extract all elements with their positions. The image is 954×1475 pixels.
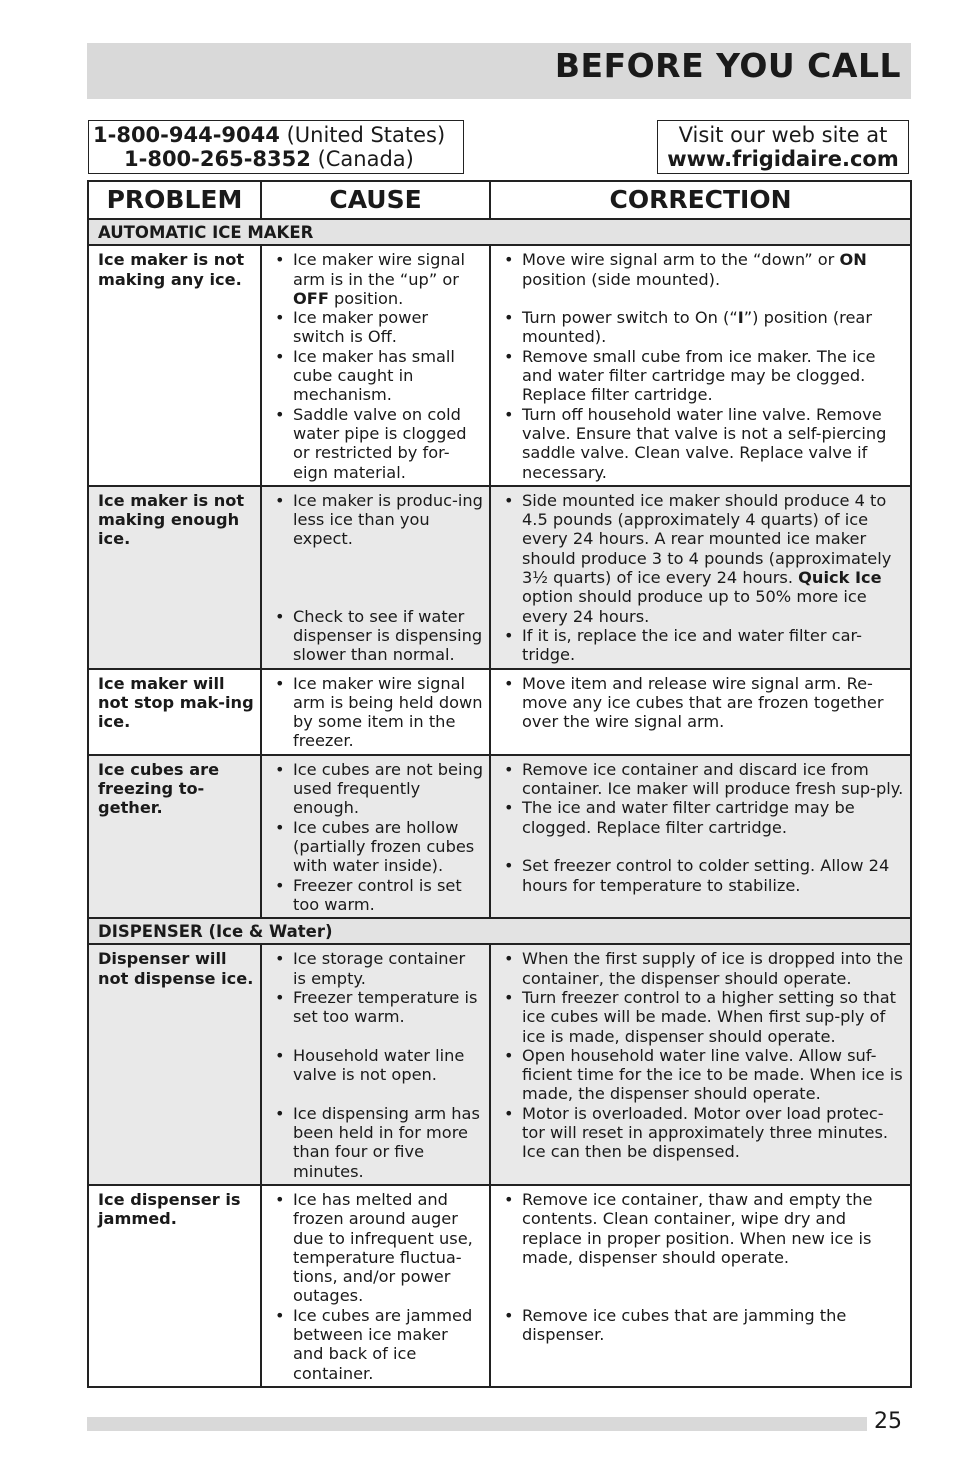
section-automatic-ice-maker: AUTOMATIC ICE MAKER xyxy=(88,219,911,245)
quick-ice-label: Quick Ice xyxy=(798,568,882,588)
correction-item: • Turn freezer control to a higher setting so that ice cubes will be made. When first sup-ply of ice is made, dispenser should operate. xyxy=(500,988,904,1046)
table-row xyxy=(88,245,911,486)
us-phone-number: 1-800-944-9044 xyxy=(93,123,280,147)
cause-item: • Ice storage container is empty. xyxy=(271,949,483,988)
correction-item: • The ice and water filter cartridge may be clogged. Replace filter cartridge. xyxy=(500,798,904,837)
problem-cell: Ice cubes are freezing to-gether. xyxy=(88,755,261,918)
troubleshooting-table xyxy=(87,180,912,1388)
header-problem: PROBLEM xyxy=(88,181,261,219)
cause-item: • Freezer control is set too warm. xyxy=(271,876,483,915)
table-header-row xyxy=(88,181,911,219)
correction-item: • Motor is overloaded. Motor over load protec-tor will reset in approximately three minutes. Ice can then be dispensed. xyxy=(500,1104,904,1162)
cause-cell xyxy=(261,1185,490,1387)
correction-item: • Remove ice container, thaw and empty the contents. Clean container, wipe dry and replace in proper position. When new ice is made, dispenser should operate. xyxy=(500,1190,904,1267)
correction-item: • Remove small cube from ice maker. The ice and water filter cartridge may be clogged. Replace filter cartridge. xyxy=(500,347,904,405)
website-box xyxy=(657,120,909,174)
correction-cell xyxy=(490,486,911,669)
correction-cell xyxy=(490,1185,911,1387)
problem-cell: Ice maker will not stop mak-ing ice. xyxy=(88,669,261,755)
table-row xyxy=(88,755,911,918)
website-intro: Visit our web site at xyxy=(678,123,888,147)
canada-phone-label: (Canada) xyxy=(317,147,414,171)
header-correction: CORRECTION xyxy=(490,181,911,219)
correction-item: • If it is, replace the ice and water filter car-tridge. xyxy=(500,626,904,665)
header-band xyxy=(87,43,911,99)
problem-cell: Ice maker is not making enough ice. xyxy=(88,486,261,669)
correction-cell xyxy=(490,245,911,486)
table-row xyxy=(88,486,911,669)
correction-item: • When the first supply of ice is dropped into the container, the dispenser should operate. xyxy=(500,949,904,988)
correction-item: • Turn off household water line valve. Remove valve. Ensure that valve is not a self-piercing saddle valve. Clean valve. Replace valve if necessary. xyxy=(500,405,904,482)
correction-item: • Move item and release wire signal arm. Re-move any ice cubes that are frozen together over the wire signal arm. xyxy=(500,674,904,732)
problem-cell: Ice dispenser is jammed. xyxy=(88,1185,261,1387)
canada-phone-number: 1-800-265-8352 xyxy=(124,147,311,171)
cause-item: • Freezer temperature is set too warm. xyxy=(271,988,483,1027)
cause-item: • Household water line valve is not open. xyxy=(271,1046,483,1085)
phone-contact-box xyxy=(88,120,464,174)
cause-item: • Ice maker has small cube caught in mechanism. xyxy=(271,347,483,405)
section-dispenser: DISPENSER (Ice & Water) xyxy=(88,918,911,944)
cause-cell xyxy=(261,245,490,486)
correction-item: • Move wire signal arm to the “down” or ON position (side mounted). xyxy=(500,250,904,289)
correction-cell xyxy=(490,944,911,1185)
us-phone-label: (United States) xyxy=(286,123,446,147)
cause-item: • Check to see if water dispenser is dispensing slower than normal. xyxy=(271,607,483,665)
table-row xyxy=(88,944,911,1185)
page-number: 25 xyxy=(874,1409,902,1434)
correction-item: • Remove ice cubes that are jamming the dispenser. xyxy=(500,1306,904,1345)
cause-item: • Ice cubes are not being used frequently enough. xyxy=(271,760,483,818)
cause-cell xyxy=(261,755,490,918)
table-row xyxy=(88,1185,911,1387)
cause-cell xyxy=(261,669,490,755)
table-row xyxy=(88,669,911,755)
cause-item: • Ice maker wire signal arm is being held down by some item in the freezer. xyxy=(271,674,483,751)
cause-item: • Ice cubes are hollow (partially frozen cubes with water inside). xyxy=(271,818,483,876)
website-url: www.frigidaire.com xyxy=(667,147,899,171)
correction-cell xyxy=(490,669,911,755)
page-title: BEFORE YOU CALL xyxy=(554,46,901,85)
header-cause: CAUSE xyxy=(261,181,490,219)
cause-cell xyxy=(261,944,490,1185)
footer-band xyxy=(87,1417,867,1431)
correction-item: • Turn power switch to On (“I”) position (rear mounted). xyxy=(500,308,904,347)
correction-item: • Set freezer control to colder setting. Allow 24 hours for temperature to stabilize. xyxy=(500,856,904,895)
cause-item: • Ice has melted and frozen around auger due to infrequent use, temperature fluctua-tions, and/or power outages. xyxy=(271,1190,483,1306)
cause-item: • Ice maker wire signal arm is in the “up” or OFF position. xyxy=(271,250,483,308)
cause-cell xyxy=(261,486,490,669)
cause-item: • Saddle valve on cold water pipe is clogged or restricted by for-eign material. xyxy=(271,405,483,482)
correction-item: • Remove ice container and discard ice from container. Ice maker will produce fresh sup-ply. xyxy=(500,760,904,799)
cause-item: • Ice cubes are jammed between ice maker and back of ice container. xyxy=(271,1306,483,1383)
problem-cell: Dispenser will not dispense ice. xyxy=(88,944,261,1185)
problem-cell: Ice maker is not making any ice. xyxy=(88,245,261,486)
correction-cell xyxy=(490,755,911,918)
correction-item: • Side mounted ice maker should produce 4 to 4.5 pounds (approximately 4 quarts) of ice every 24 hours. A rear mounted ice maker should produce 3 to 4 pounds (approximately 3½ quarts) of ice every 24 hours. Quick Ice option should produce up to 50% more ice every 24 hours. xyxy=(500,491,904,626)
cause-item: • Ice dispensing arm has been held in for more than four or five minutes. xyxy=(271,1104,483,1181)
correction-item: • Open household water line valve. Allow suf-ficient time for the ice to be made. When ice is made, the dispenser should operate. xyxy=(500,1046,904,1104)
cause-item: • Ice maker power switch is Off. xyxy=(271,308,483,347)
cause-item: • Ice maker is produc-ing less ice than you expect. xyxy=(271,491,483,549)
